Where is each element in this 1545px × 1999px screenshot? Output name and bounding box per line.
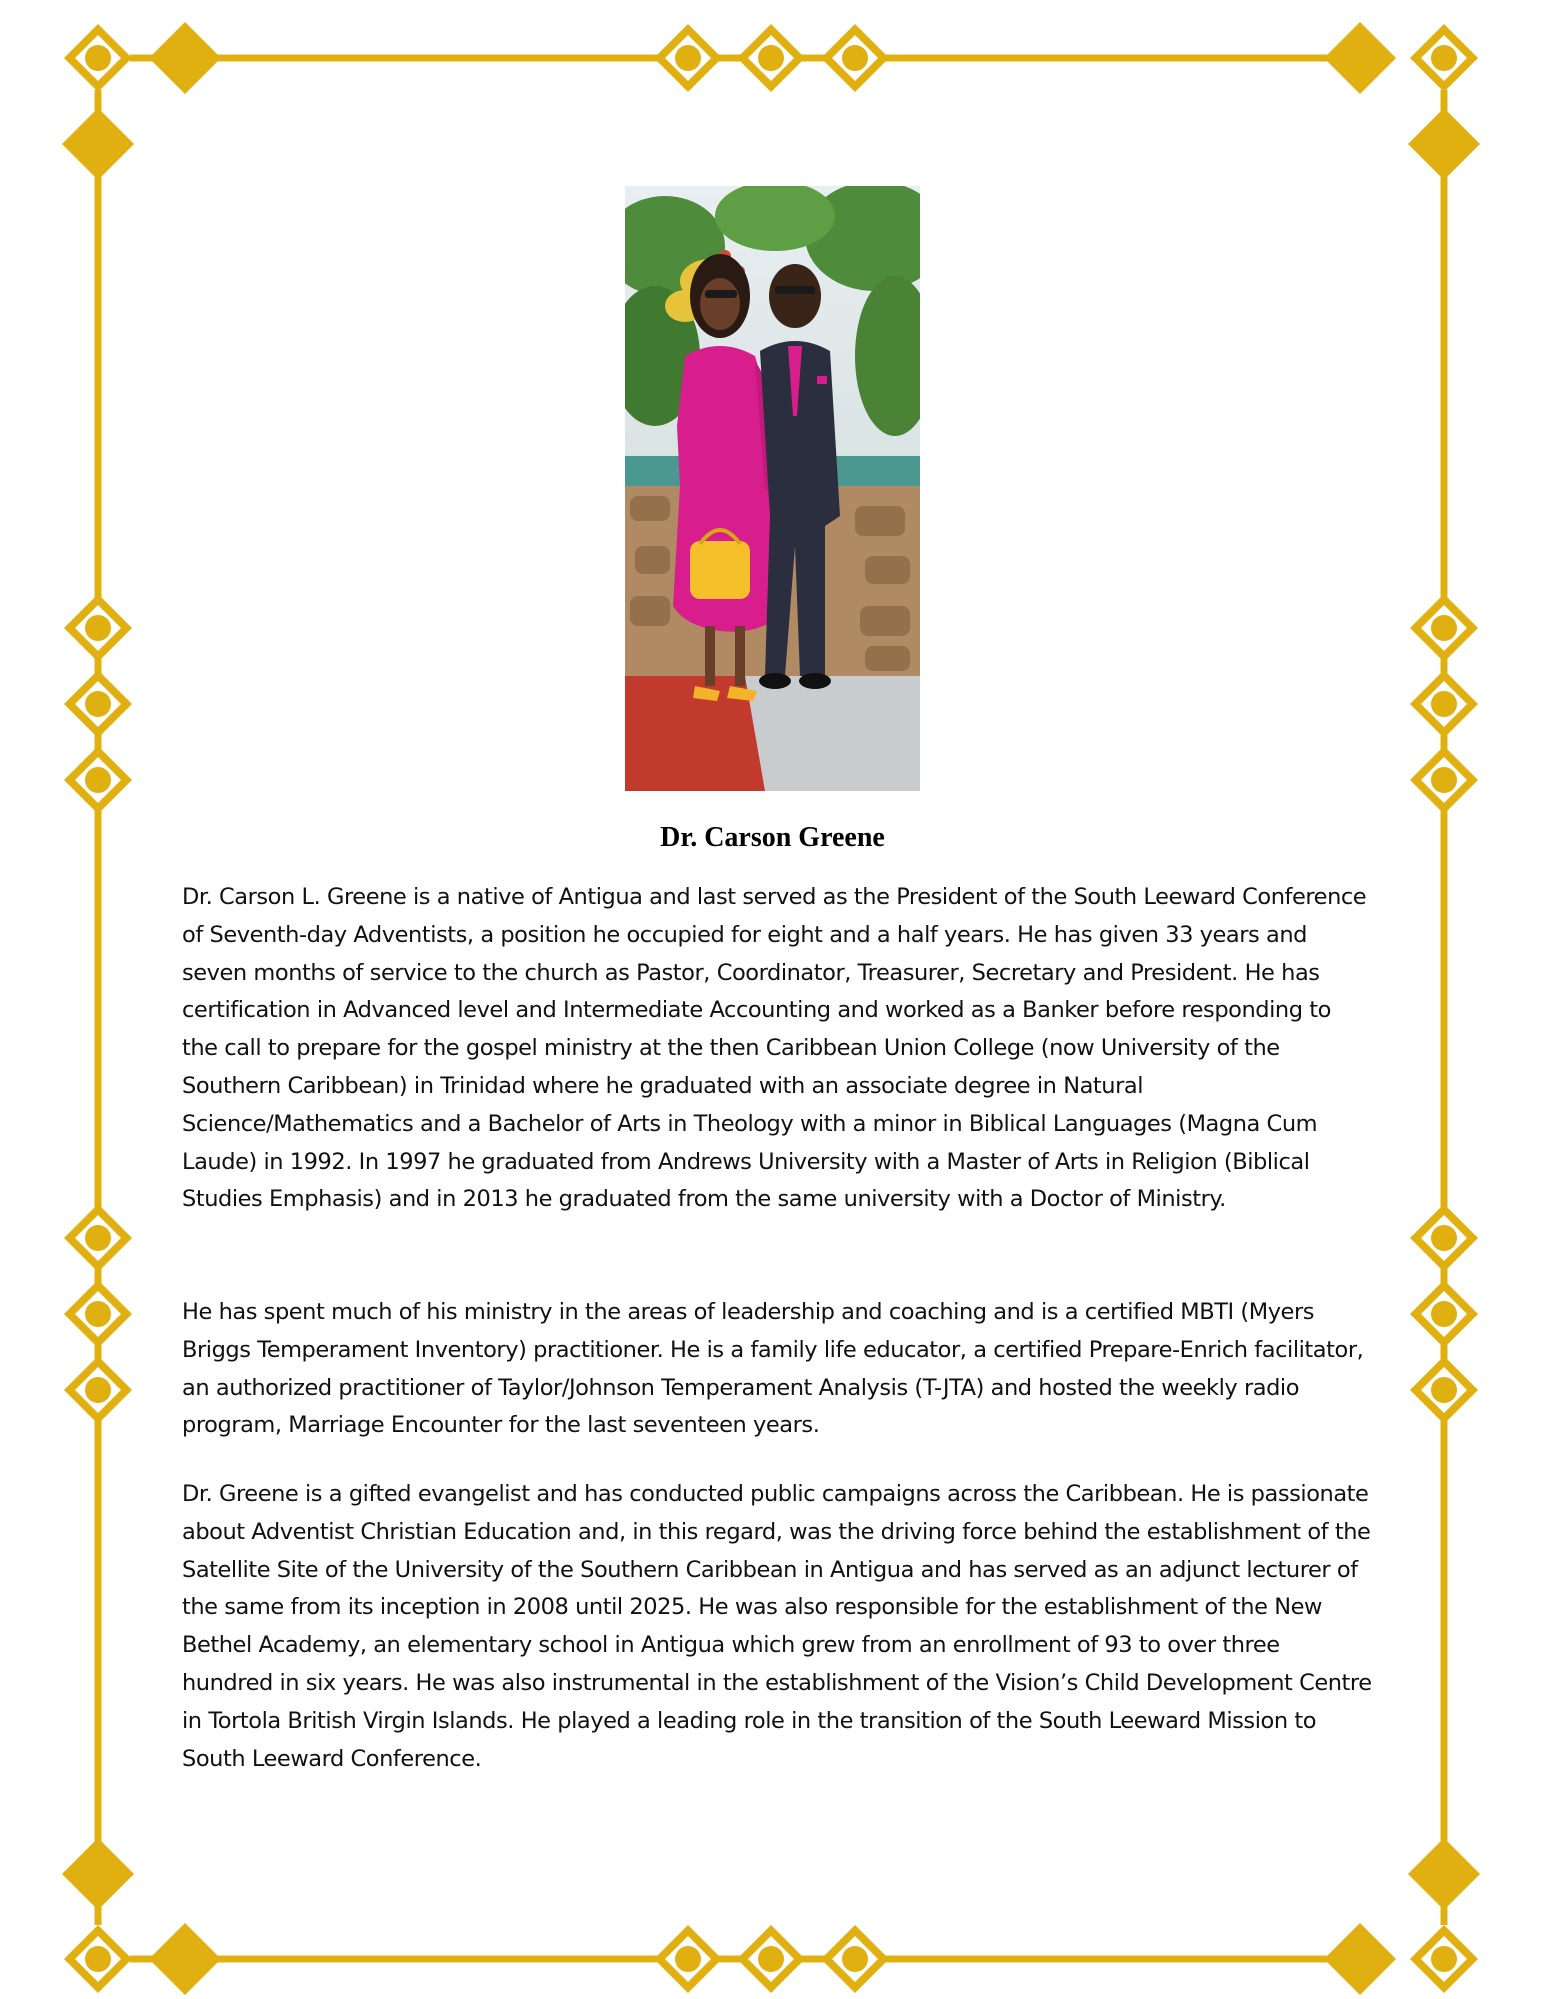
bio-paragraph-1: Dr. Carson L. Greene is a native of Antigua and last served as the President of the South Leeward Conference of Seventh-day Adventists, a position he occupied for eight and a half years. He has given 33 years and seven months of service to the church as Pastor, Coordinator, Treasurer, Secretary and President. He has certification in Advanced level and Intermediate Accounting and worked as a Banker before responding to the call to prepare for the gospel ministry at the then Caribbean Union College (now University of the Southern Caribbean) in Trinidad where he graduated with an associate degree in Natural Science/Mathematics and a Bachelor of Arts in Theology with a minor in Biblical Languages (Magna Cum Laude) in 1992. In 1997 he graduated from Andrews University with a Master of Arts in Religion (Biblical Studies Emphasis) and in 2013 he graduated from the same university with a Doctor of Ministry. xyxy=(182,884,1367,1213)
diamond-ornament-dot xyxy=(1431,1225,1457,1251)
diamond-ornament-dot xyxy=(842,45,868,71)
diamond-ornament-dot xyxy=(85,615,111,641)
diamond-ornament-dot xyxy=(85,1377,111,1403)
diamond-ornament-dot xyxy=(1431,1946,1457,1972)
diamond-ornament-dot xyxy=(1431,691,1457,717)
diamond-ornament-dot xyxy=(758,1946,784,1972)
diamond-ornament-dot xyxy=(85,1225,111,1251)
diamond-ornament-dot xyxy=(1431,615,1457,641)
page-title: Dr. Carson Greene xyxy=(660,822,885,853)
diamond-ornament-dot xyxy=(85,767,111,793)
diamond-ornament-dot xyxy=(675,1946,701,1972)
diamond-ornament-dot xyxy=(85,691,111,717)
diamond-ornament-dot xyxy=(85,45,111,71)
diamond-ornament-dot xyxy=(1431,45,1457,71)
diamond-ornament-dot xyxy=(1431,767,1457,793)
bio-paragraph-3: Dr. Greene is a gifted evangelist and has conducted public campaigns across the Caribbean. He is passionate about Adventist Christian Education and, in this regard, was the driving force behind the establishment of the Satellite Site of the University of the Southern Caribbean in Antigua and has served as an adjunct lecturer of the same from its inception in 2008 until 2025. He was also responsible for the establishment of the New Bethel Academy, an elementary school in Antigua which grew from an enrollment of 93 to over three hundred in six years. He was also instrumental in the establishment of the Vision’s Child Development Centre in Tortola British Virgin Islands. He played a leading role in the transition of the South Leeward Mission to South Leeward Conference. xyxy=(182,1481,1372,1772)
diamond-ornament-dot xyxy=(675,45,701,71)
diamond-ornament-dot xyxy=(758,45,784,71)
diamond-ornament-dot xyxy=(1431,1301,1457,1327)
couple-portrait-photo xyxy=(625,186,920,791)
diamond-ornament-dot xyxy=(85,1946,111,1972)
bio-paragraph-2: He has spent much of his ministry in the areas of leadership and coaching and is a certified MBTI (Myers Briggs Temperament Inventory) practitioner. He is a family life educator, a certified Prepare-Enrich facilitator, an authorized practitioner of Taylor/Johnson Temperament Analysis (T-JTA) and hosted the weekly radio program, Marriage Encounter for the last seventeen years. xyxy=(182,1299,1364,1439)
diamond-ornament-dot xyxy=(1431,1377,1457,1403)
diamond-ornament-dot xyxy=(842,1946,868,1972)
diamond-ornament-dot xyxy=(85,1301,111,1327)
